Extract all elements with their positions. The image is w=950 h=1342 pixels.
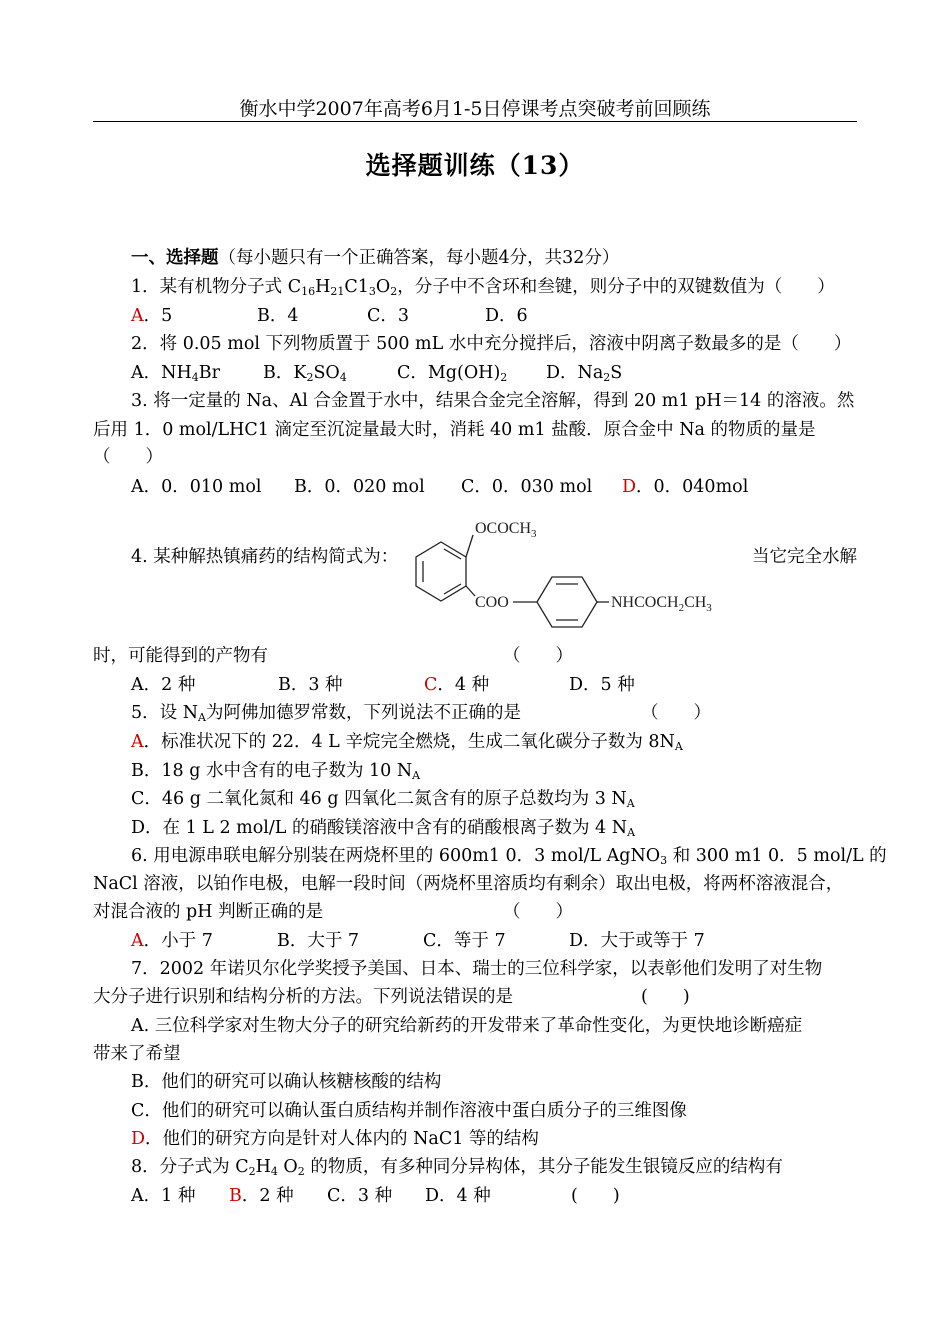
q6-option-a: [131, 930, 277, 952]
option-text: ．他们的研究方向是针对人体内的 NaC1 等的结构: [145, 1129, 539, 1149]
answer-mark: B: [229, 1186, 242, 1206]
q1-option-b: B．4: [257, 306, 299, 326]
q4-paren: （ ）: [503, 646, 573, 666]
option-text: ．标准状况下的 22．4 L 辛烷完全燃烧，生成二氧化碳分子数为 8N: [143, 732, 675, 752]
q3-option-a: A．0．010 mol: [131, 477, 262, 497]
q8-stem: [131, 1156, 857, 1178]
q6-sub: 3: [660, 854, 668, 867]
q8-paren: ( ): [571, 1186, 620, 1206]
q7-option-a-line-2: 带来了希望: [93, 1044, 181, 1064]
q6-option-c: C．等于 7: [423, 931, 506, 951]
option-sub: A: [674, 740, 683, 753]
q6-option-d: D．大于或等于 7: [569, 931, 705, 951]
answer-mark: A: [131, 732, 144, 752]
option-sub: 2: [500, 371, 508, 384]
q1-sub: 21: [330, 285, 345, 298]
option-text: C．Mg(OH): [397, 363, 501, 383]
q2-option-c: [397, 362, 546, 384]
answer-mark: D: [622, 477, 637, 497]
q1-sub: 16: [301, 285, 316, 298]
q6-paren: （ ）: [503, 902, 573, 922]
q6-option-b: B．大于 7: [277, 931, 360, 951]
q2-option-b: [263, 362, 397, 384]
q3-line-3: （ ）: [93, 447, 163, 467]
q2-options: [131, 362, 857, 384]
q1-formula-part: O: [375, 277, 391, 297]
q6-line-1: [131, 845, 887, 867]
option-text: B．K: [263, 363, 307, 383]
bond-line: [466, 535, 473, 557]
q6-line-2: NaCl 溶液，以铂作电极，电解一段时间（两烧杯里溶质均有剩余）取出电极，将两杯溶液混合，: [93, 874, 844, 894]
option-text: SO: [313, 363, 340, 383]
q8-option-d: D．4 种: [425, 1186, 491, 1206]
q7-paren: ( ): [641, 987, 690, 1007]
q6-text: 6. 用电源串联电解分别装在两烧杯里的 600m1 0．3 mol/L AgNO: [131, 846, 661, 866]
q1-formula-part: C1: [344, 277, 369, 297]
q6-text: 对混合液的 pH 判断正确的是: [93, 902, 324, 922]
section-label: 一、选择题: [131, 248, 219, 268]
q4-option-c: [424, 674, 569, 696]
answer-mark: A: [131, 931, 144, 951]
option-text: Br: [198, 363, 220, 383]
q4-option-a: A．2 种: [131, 675, 196, 695]
page-title: 选择题训练（13）: [365, 151, 585, 180]
option-text: ．5: [143, 306, 173, 326]
option-sub: A: [626, 797, 635, 810]
q7-option-b: B．他们的研究可以确认核糖核酸的结构: [131, 1072, 442, 1092]
q4-cont-text: 时，可能得到的产物有: [93, 646, 268, 666]
option-text: ．小于 7: [143, 931, 213, 951]
q8-option-a: A．1 种: [131, 1186, 196, 1206]
q8-option-b: [229, 1185, 327, 1207]
q5-stem-text: 5．设 N: [131, 703, 199, 723]
q6-line-3: [93, 901, 857, 923]
q7-option-a-line-1: A. 三位科学家对生物大分子的研究给新药的开发带来了革命性变化，为更快地诊断癌症: [131, 1016, 803, 1036]
option-text: S: [610, 363, 623, 383]
q1-stem: [131, 276, 857, 298]
benzene-ring-right: [537, 577, 597, 627]
page-header: 衡水中学2007年高考6月1-5日停课考点突破考前回顾练: [239, 98, 711, 120]
q1-sub: 2: [390, 285, 398, 298]
option-text: C．46 g 二氧化氮和 46 g 四氧化二氮含有的原子总数均为 3 N: [131, 789, 627, 809]
option-sub: 4: [339, 371, 347, 384]
q3-line-1: 3. 将一定量的 Na、Al 合金置于水中，结果合金完全溶解，得到 20 m1 pH＝14 的溶液。然: [131, 391, 855, 411]
q8-sub: 2: [297, 1165, 305, 1178]
option-text: D．Na: [546, 363, 604, 383]
answer-mark: C: [424, 675, 438, 695]
answer-mark: D: [131, 1129, 146, 1149]
q1-sub: 3: [368, 285, 376, 298]
q2-option-d: [546, 362, 622, 384]
header-rule: [93, 121, 857, 122]
q1-formula-part: H: [315, 277, 331, 297]
q8-sub: 4: [270, 1165, 278, 1178]
amide-label: $NHCOCH_2CH_3$: [611, 594, 712, 614]
q7-line-2: [93, 986, 857, 1008]
q7-text: 大分子进行识别和结构分析的方法。下列说法错误的是: [93, 987, 513, 1007]
option-sub: A: [412, 769, 421, 782]
q8-option-c: C．3 种: [327, 1186, 393, 1206]
q2-option-a: [131, 362, 263, 384]
q5-sub: A: [198, 711, 206, 724]
q8-sub: 2: [248, 1165, 256, 1178]
q8-text: 的物质，有多种同分异构体，其分子能发生银镜反应的结构有: [304, 1157, 783, 1177]
option-sub: 2: [306, 371, 314, 384]
q1-options: [131, 305, 857, 327]
ester-label: COO: [475, 594, 509, 611]
option-text: D．在 1 L 2 mol/L 的硝酸镁溶液中含有的硝酸根离子数为 4 N: [131, 818, 628, 838]
q6-options: [131, 930, 857, 952]
chemical-structure-diagram: [411, 514, 771, 634]
q8-text: O: [277, 1157, 298, 1177]
q7-option-d: [131, 1128, 857, 1150]
section-note: （每小题只有一个正确答案，每小题4分，共32分）: [218, 248, 620, 268]
q1-option-a: [131, 305, 257, 327]
q3-options: [131, 476, 857, 498]
q7-option-c: C．他们的研究可以确认蛋白质结构并制作溶液中蛋白质分子的三维图像: [131, 1101, 687, 1121]
q3-option-b: B．0．020 mol: [294, 477, 425, 497]
q5-stem: [131, 702, 857, 724]
q8-text: H: [255, 1157, 271, 1177]
option-text: ．2 种: [241, 1186, 294, 1206]
q5-option-c: [131, 788, 857, 810]
option-sub: 4: [191, 371, 199, 384]
option-text: B．18 g 水中含有的电子数为 10 N: [131, 761, 413, 781]
q4-continuation: [93, 645, 857, 667]
q5-option-d: [131, 817, 857, 839]
q5-stem-text: 为阿佛加德罗常数，下列说法不正确的是: [205, 703, 521, 723]
q1-option-d: D．6: [485, 306, 528, 326]
q1-stem-text: 1．某有机物分子式 C: [131, 277, 302, 297]
q2-stem: 2．将 0.05 mol 下列物质置于 500 mL 水中充分搅拌后，溶液中阴离子数最多的是（ ）: [131, 334, 852, 354]
substituent-label-top: $OCOCH_3$: [475, 520, 537, 540]
q5-option-a: [131, 731, 857, 753]
q4-options: [131, 674, 857, 696]
q4-option-b: B．3 种: [278, 675, 343, 695]
option-sub: A: [627, 826, 636, 839]
q8-text: 8．分子式为 C: [131, 1157, 249, 1177]
option-text: ．0．040mol: [636, 477, 749, 497]
q4-stem: 4. 某种解热镇痛药的结构简式为：: [131, 547, 399, 567]
benzene-ring-left: [416, 542, 466, 601]
q4-stem-tail: 当它完全水解: [752, 547, 857, 567]
q5-paren: （ ）: [641, 703, 711, 723]
q7-line-1: 7．2002 年诺贝尔化学奖授予美国、日本、瑞士的三位科学家，以表彰他们发明了对生物: [131, 959, 823, 979]
q3-option-c: C．0．030 mol: [461, 477, 593, 497]
q3-line-2: 后用 1．0 mol/LHC1 滴定至沉淀量最大时，消耗 40 m1 盐酸．原合金中 Na 的物质的量是: [93, 420, 816, 440]
answer-mark: A: [131, 306, 144, 326]
q6-text: 和 300 m1 0．5 mol/L 的: [667, 846, 887, 866]
option-sub: 2: [603, 371, 611, 384]
q5-option-b: [131, 760, 857, 782]
section-heading: [131, 247, 857, 269]
bond-line: [466, 586, 475, 596]
q3-option-d: [622, 476, 748, 498]
option-text: A．NH: [131, 363, 192, 383]
q1-stem-tail: ，分子中不含环和叁键，则分子中的双键数值为（ ）: [397, 277, 835, 297]
option-text: ．4 种: [437, 675, 490, 695]
q8-options: [131, 1185, 857, 1207]
q1-option-c: C．3: [367, 306, 410, 326]
q4-option-d: D．5 种: [569, 675, 635, 695]
